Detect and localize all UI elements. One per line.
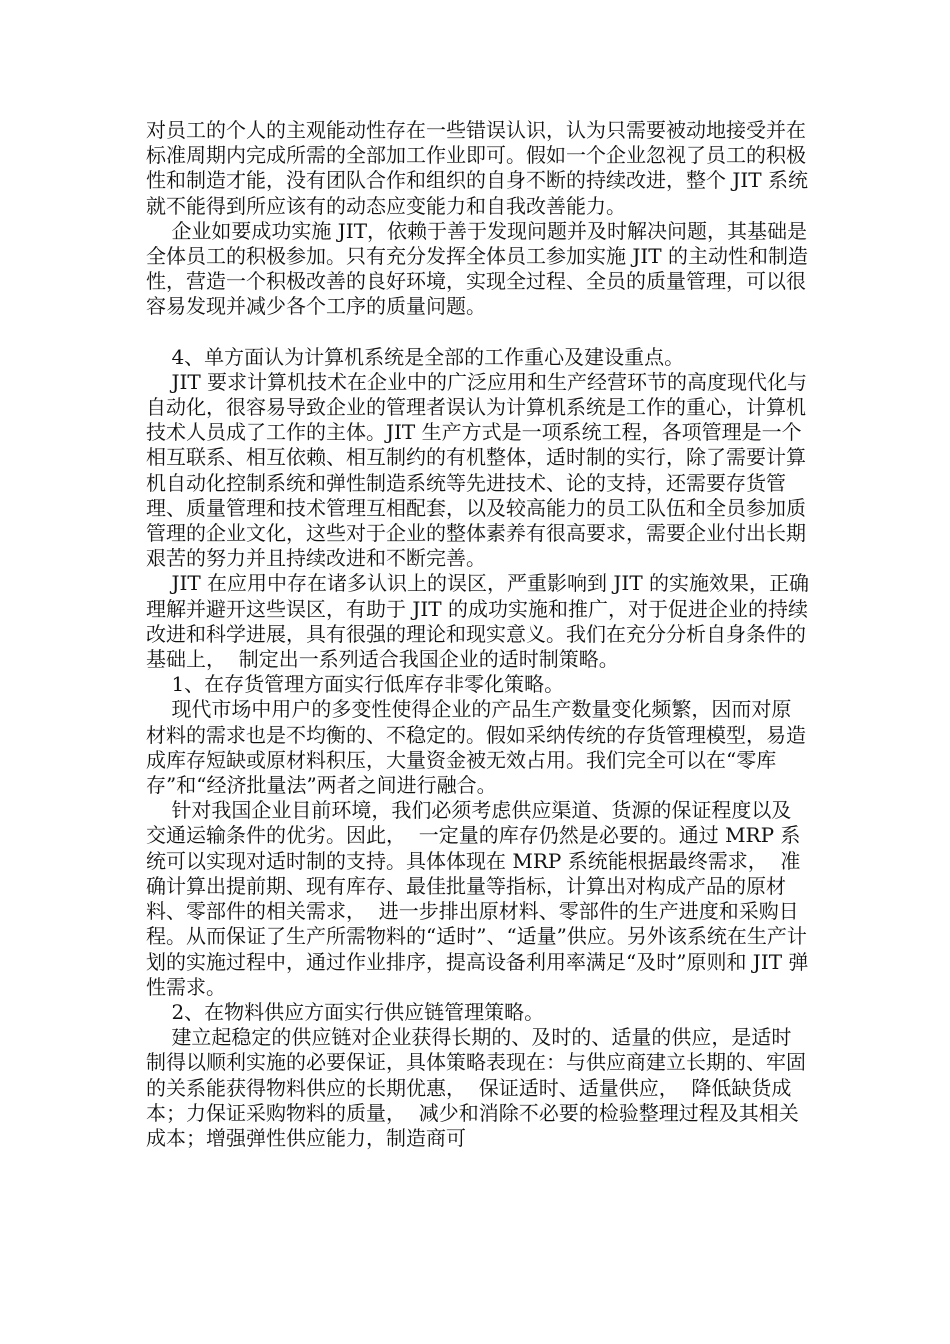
paragraph-heading-1: 1、在存货管理方面实行低库存非零化策略。 (146, 672, 565, 697)
document-body (146, 118, 811, 1151)
paragraph-computer-system: JIT 要求计算机技术在企业中的广泛应用和生产经营环节的高度现代化与自动化，很容易导致企业的管理者误认为计算机系统是工作的重心，计算机技术人员成了工作的主体。JIT 生产方式是一项系统工程，各项管理是一个相互联系、相互依赖、相互制约的有机整体，适时制的实行，除了需要计算机自动化控制系统和弹性制造系统等先进技术、论的支持，还需要存货管理、质量管理和技术管理互相配套，以及较高能力的员工队伍和全员参加质管理的企业文化，这些对于企业的整体素养有很高要求，需要企业付出长期艰苦的努力并且持续改进和不断完善。 (146, 369, 808, 571)
paragraph-supply-chain: 建立起稳定的供应链对企业获得长期的、及时的、适量的供应，是适时制得以顺利实施的必要保证，具体策略表现在：与供应商建立长期的、牢固的关系能获得物料供应的长期优惠， 保证适时、适量供应， 降低缺货成本；力保证采购物料的质量， 减少和消除不必要的检验整理过程及其相关成本；增强弹性供应能力，制造商可 (146, 1025, 806, 1150)
paragraph-heading-2: 2、在物料供应方面实行供应链管理策略。 (146, 999, 545, 1024)
paragraph-misconceptions: JIT 在应用中存在诸多认识上的误区，严重影响到 JIT 的实施效果，正确理解并避开这些误区，有助于 JIT 的成功实施和推广，对于促进企业的持续改进和科学进展，具有很强的理论和现实意义。我们在充分分析自身条件的基础上， 制定出一系列适合我国企业的适时制策略。 (146, 571, 810, 672)
paragraph-inventory-demand: 现代市场中用户的多变性使得企业的产品生产数量变化频繁，因而对原材料的需求也是不均衡的、不稳定的。假如采纳传统的存货管理模型，易造成库存短缺或原材料积压，大量资金被无效占用。我们完全可以在“零库存”和“经济批量法”两者之间进行融合。 (146, 697, 806, 798)
paragraph-spacer (146, 320, 811, 345)
paragraph-heading-4: 4、单方面认为计算机系统是全部的工作重心及建设重点。 (146, 344, 685, 369)
paragraph-jit-success: 企业如要成功实施 JIT，依赖于善于发现问题并及时解决问题，其基础是全体员工的积极参加。只有充分发挥全体员工参加实施 JIT 的主动性和制造性，营造一个积极改善的良好环境，实现全过程、全员的质量管理，可以很容易发现并减少各个工序的质量问题。 (146, 218, 808, 319)
paragraph-mrp-support: 针对我国企业目前环境，我们必须考虑供应渠道、货源的保证程度以及交通运输条件的优劣。因此， 一定量的库存仍然是必要的。通过 MRP 系统可以实现对适时制的支持。具体体现在 MRP 系统能根据最终需求， 准确计算出提前期、现有库存、最佳批量等指标，计算出对构成产品的原材料、零部件的相关需求， 进一步排出原材料、零部件的生产进度和采购日程。从而保证了生产所需物料的“适时”、“适量”供应。另外该系统在生产计划的实施过程中，通过作业排序，提高设备利用率满足“及时”原则和 JIT 弹性需求。 (146, 798, 809, 999)
paragraph-employee-initiative: 对员工的个人的主观能动性存在一些错误认识，认为只需要被动地接受并在标准周期内完成所需的全部加工作业即可。假如一个企业忽视了员工的积极性和制造才能，没有团队合作和组织的自身不断的持续改进，整个 JIT 系统就不能得到所应该有的动态应变能力和自我改善能力。 (146, 118, 808, 218)
